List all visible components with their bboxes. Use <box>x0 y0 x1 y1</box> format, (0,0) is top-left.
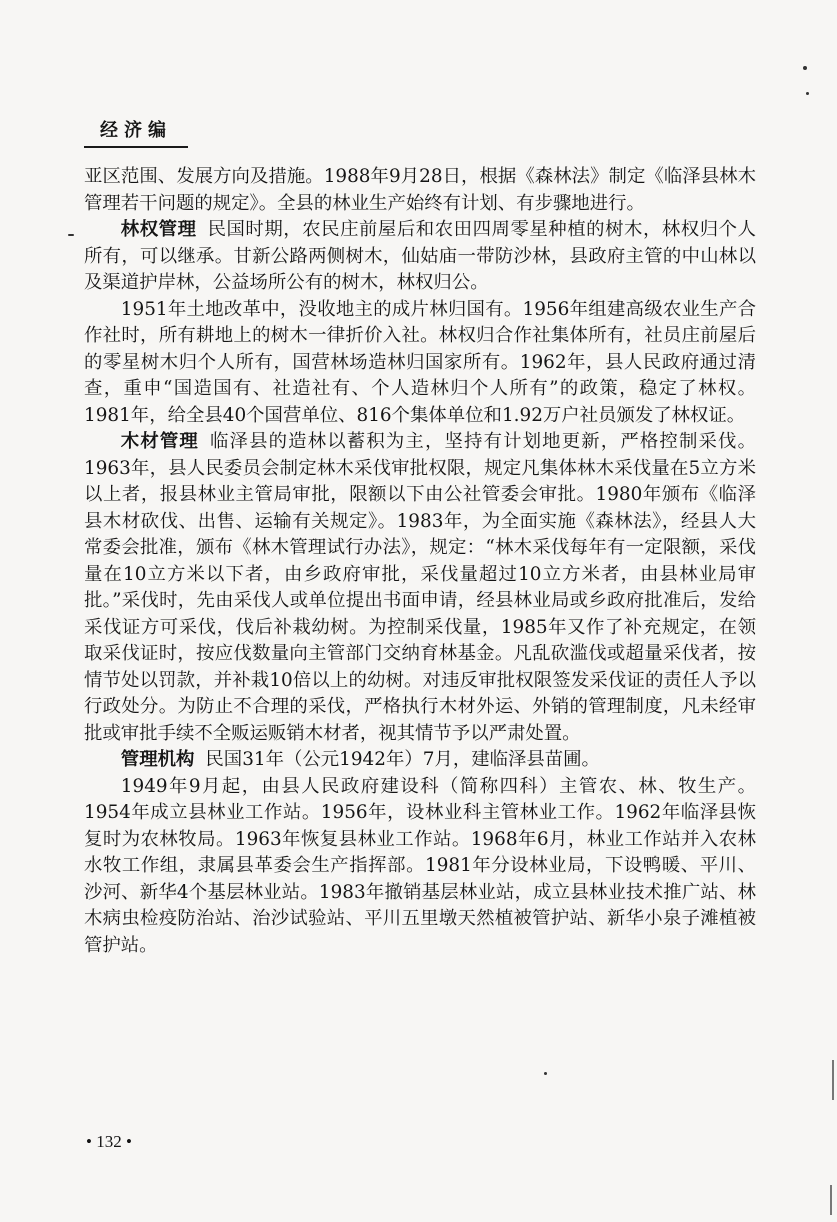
scan-speck <box>803 66 807 70</box>
section-heading: 管理机构 <box>120 749 195 770</box>
body-text <box>84 164 756 959</box>
section-heading: 木材管理 <box>120 431 199 452</box>
paragraph <box>84 747 756 774</box>
paragraph-text: 1949年9月起，由县人民政府建设科（简称四科）主管农、林、牧生产。1954年成立县林业工作站。1956年，设林业科主管林业工作。1962年临泽县恢复时为农林牧局。1963年恢复县林业工作站。1968年6月，林业工作站并入农林水牧工作组，隶属县革委会生产指挥部。1981年分设林业局，下设鸭暖、平川、沙河、新华4个基层林业站。1983年撤销基层林业站，成立县林业技术推广站、林木病虫检疫防治站、治沙试验站、平川五里墩天然植被管护站、新华小泉子滩植被管护站。 <box>84 775 756 956</box>
paragraph-text: 临泽县的造林以蓄积为主，坚持有计划地更新，严格控制采伐。1963年，县人民委员会制定林木采伐审批权限，规定凡集体林木采伐量在5立方米以上者，报县林业主管局审批，限额以下由公社管委会审批。1980年颁布《临泽县木材砍伐、出售、运输有关规定》。1983年，为全面实施《森林法》，经县人大常委会批准，颁布《林木管理试行办法》，规定：“林木采伐每年有一定限额，采伐量在10立方米以下者，由乡政府审批，采伐量超过10立方米者，由县林业局审批。”采伐时，先由采伐人或单位提出书面申请，经县林业局或乡政府批准后，发给采伐证方可采伐，伐后补栽幼树。为控制采伐量，1985年又作了补充规定，在领取采伐证时，按应伐数量向主管部门交纳育林基金。凡乱砍滥伐或超量采伐者，按情节处以罚款，并补栽10倍以上的幼树。对违反审批权限签发采伐证的责任人予以行政处分。为防止不合理的采伐，严格执行木材外运、外销的管理制度，凡未经审批或审批手续不全贩运贩销木材者，视其情节予以严肃处置。 <box>84 431 756 744</box>
page-number: • 132 • <box>86 1132 132 1151</box>
paragraph <box>84 217 756 297</box>
scan-edge-mark <box>832 1060 834 1100</box>
scan-speck <box>68 234 74 236</box>
header-underline <box>84 146 188 148</box>
paragraph <box>84 164 756 217</box>
paragraph-text: 1951年土地改革中，没收地主的成片林归国有。1956年组建高级农业生产合作社时，所有耕地上的树木一律折价入社。林权归合作社集体所有，社员庄前屋后的零星树木归个人所有，国营林场造林归国家所有。1962年，县人民政府通过清查，重申“国造国有、社造社有、个人造林归个人所有”的政策，稳定了林权。1981年，给全县40个国营单位、816个集体单位和1.92万户社员颁发了林权证。 <box>84 298 756 426</box>
section-heading: 林权管理 <box>120 219 197 240</box>
paragraph <box>84 429 756 747</box>
scan-speck <box>544 1072 547 1075</box>
paragraph <box>84 297 756 430</box>
paragraph-text: 民国时期，农民庄前屋后和农田四周零星种植的树木，林权归个人所有，可以继承。甘新公路两侧树木，仙姑庙一带防沙林，县政府主管的中山林以及渠道护岸林，公益场所公有的树木，林权归公。 <box>84 219 756 293</box>
paragraph-text: 亚区范围、发展方向及措施。1988年9月28日，根据《森林法》制定《临泽县林木管理若干问题的规定》。全县的林业生产始终有计划、有步骤地进行。 <box>84 166 756 214</box>
scan-speck <box>806 92 809 95</box>
scan-edge-mark <box>830 1185 832 1215</box>
paragraph-text: 民国31年（公元1942年）7月，建临泽县苗圃。 <box>205 749 600 770</box>
paragraph <box>84 774 756 960</box>
chapter-header: 经济编 <box>100 120 172 141</box>
